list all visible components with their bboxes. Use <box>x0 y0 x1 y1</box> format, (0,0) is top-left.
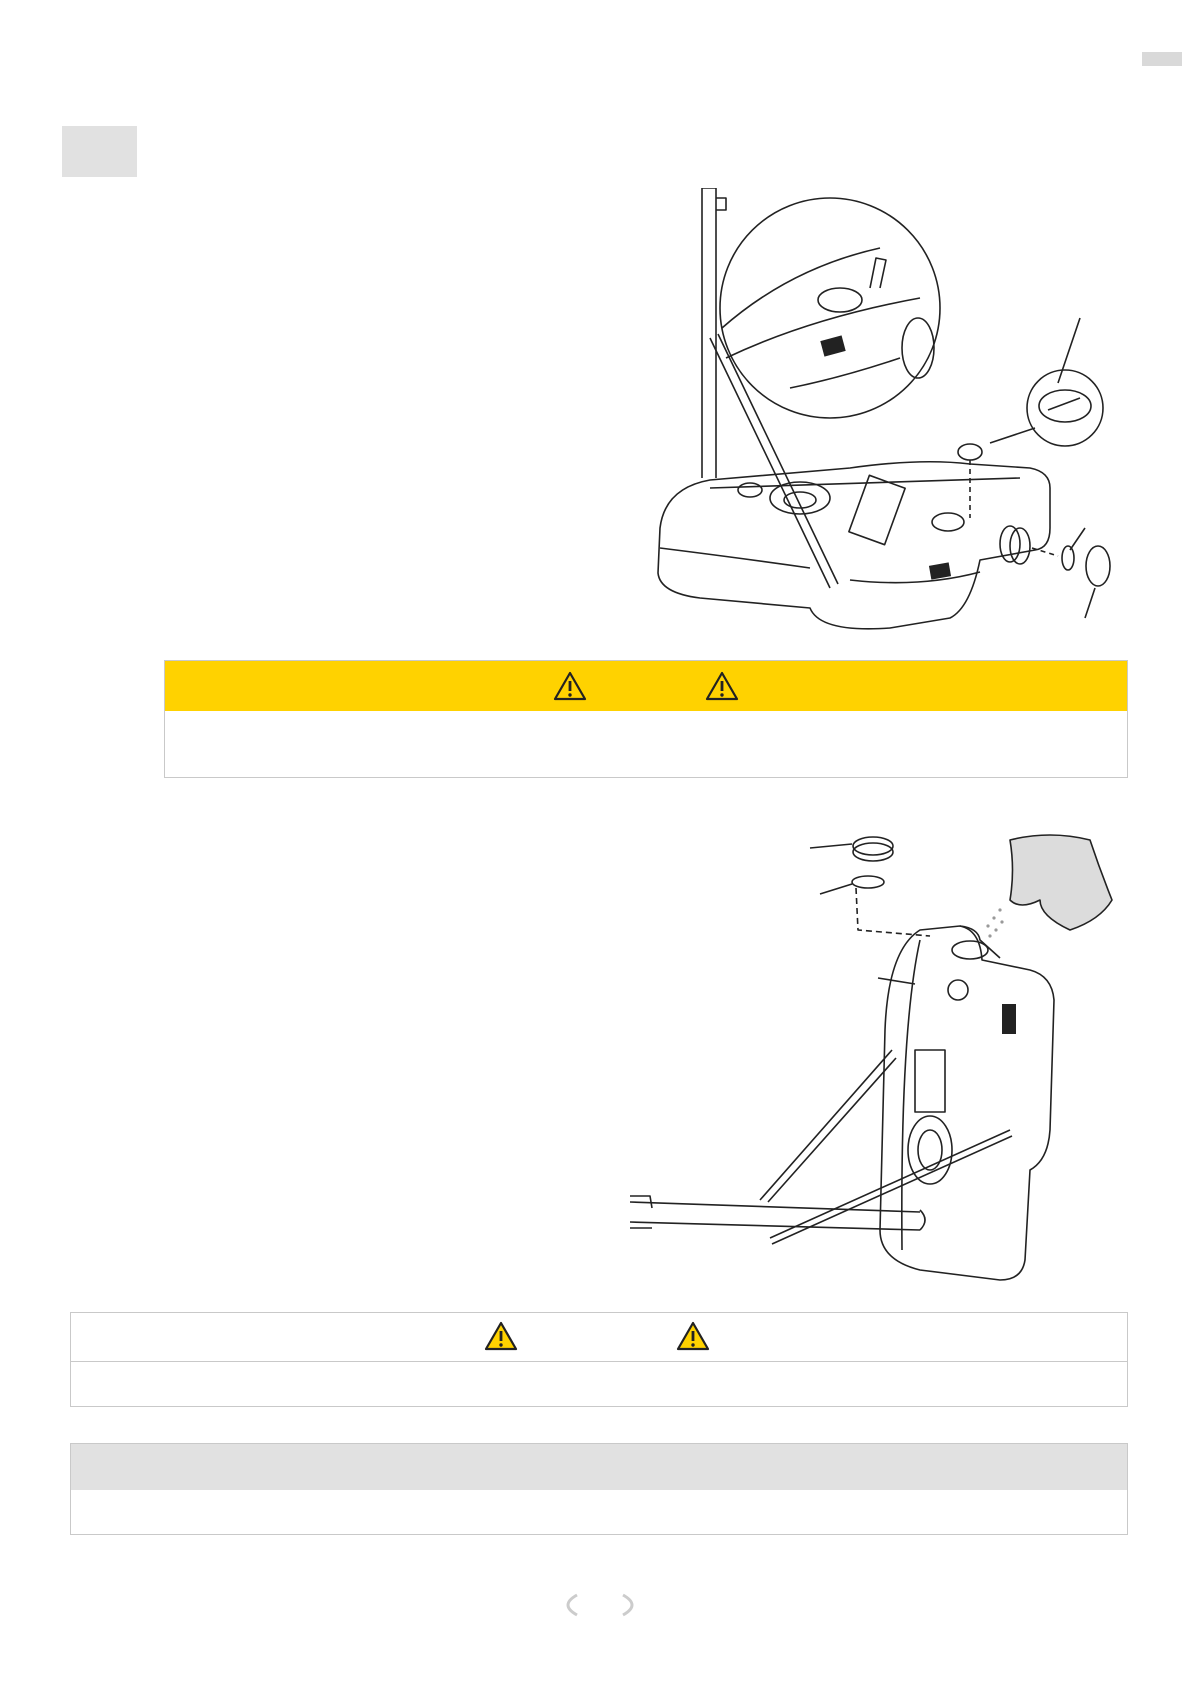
warning-box-outline <box>70 1312 1128 1407</box>
language-tab <box>1142 52 1182 66</box>
warning-header <box>165 661 1127 711</box>
warning-triangle-icon <box>484 1321 518 1351</box>
page-number-brackets-icon <box>545 1592 655 1618</box>
warning-header <box>71 1313 1127 1362</box>
warning-triangle-icon <box>705 671 739 701</box>
warning-triangle-icon <box>553 671 587 701</box>
note-header <box>71 1444 1127 1490</box>
warning-triangle-icon <box>676 1321 710 1351</box>
note-box <box>70 1443 1128 1535</box>
warning-text <box>165 711 1127 779</box>
warning-box-yellow <box>164 660 1128 778</box>
step-number-box <box>62 126 137 177</box>
base-fill-illustration-icon <box>640 188 1120 643</box>
tilted-base-fill-illustration-icon <box>630 830 1120 1292</box>
